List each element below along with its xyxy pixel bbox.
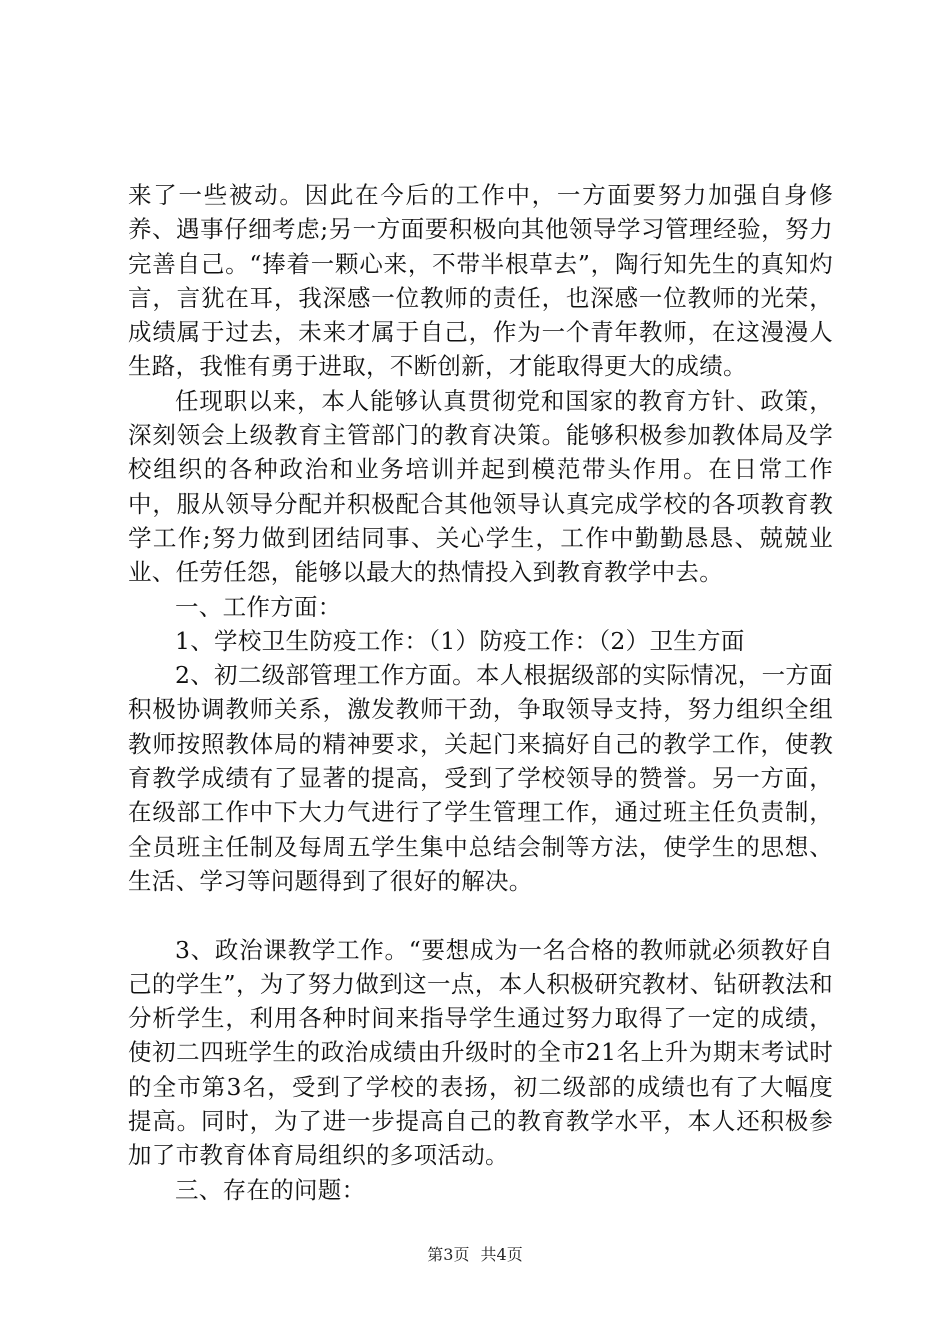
- page-footer: [0, 1245, 950, 1265]
- list-item-hygiene: 1、学校卫生防疫工作：（1）防疫工作：（2）卫生方面: [175, 626, 745, 655]
- list-item-grade-management: 2、初二级部管理工作方面。本人根据级部的实际情况，一方面积极协调教师关系，激发教师干劲，争取领导支持，努力组织全组教师按照教体局的精神要求，关起门来搞好自己的教学工作，使教育教学成绩有了显著的提高，受到了学校领导的赞誉。另一方面，在级部工作中下大力气进行了学生管理工作，通过班主任负责制，全员班主任制及每周五学生集中总结会制等方法，使学生的思想、生活、学习等问题得到了很好的解决。: [128, 661, 833, 895]
- section-heading-problems: 三、存在的问题：: [175, 1175, 366, 1204]
- document-body: [128, 178, 833, 1207]
- section-heading-work: 一、工作方面：: [175, 592, 342, 621]
- paragraph-tenure: 任现职以来，本人能够认真贯彻党和国家的教育方针、政策，深刻领会上级教育主管部门的教育决策。能够积极参加教体局及学校组织的各种政治和业务培训并起到模范带头作用。在日常工作中，服从领导分配并积极配合其他领导认真完成学校的各项教育教学工作;努力做到团结同事、关心学生，工作中勤勤恳恳、兢兢业业、任劳任怨，能够以最大的热情投入到教育教学中去。: [128, 386, 833, 587]
- paragraph-continuation: 来了一些被动。因此在今后的工作中，一方面要努力加强自身修养、遇事仔细考虑;另一方面要积极向其他领导学习管理经验，努力完善自己。“捧着一颗心来，不带半根草去”，陶行知先生的真知灼言，言犹在耳，我深感一位教师的责任，也深感一位教师的光荣，成绩属于过去，未来才属于自己，作为一个青年教师，在这漫漫人生路，我惟有勇于进取，不断创新，才能取得更大的成绩。: [128, 181, 833, 381]
- paragraph-gap: [128, 898, 833, 932]
- page-total: 共4页: [480, 1245, 523, 1264]
- page-number: 第3页: [427, 1245, 470, 1264]
- list-item-politics-teaching: 3、政治课教学工作。“要想成为一名合格的教师就必须教好自己的学生”，为了努力做到这一点，本人积极研究教材、钻研教法和分析学生，利用各种时间来指导学生通过努力取得了一定的成绩，使初二四班学生的政治成绩由升级时的全市21名上升为期末考试时的全市第3名，受到了学校的表扬，初二级部的成绩也有了大幅度提高。同时，为了进一步提高自己的教育教学水平，本人还积极参加了市教育体育局组织的多项活动。: [128, 935, 833, 1170]
